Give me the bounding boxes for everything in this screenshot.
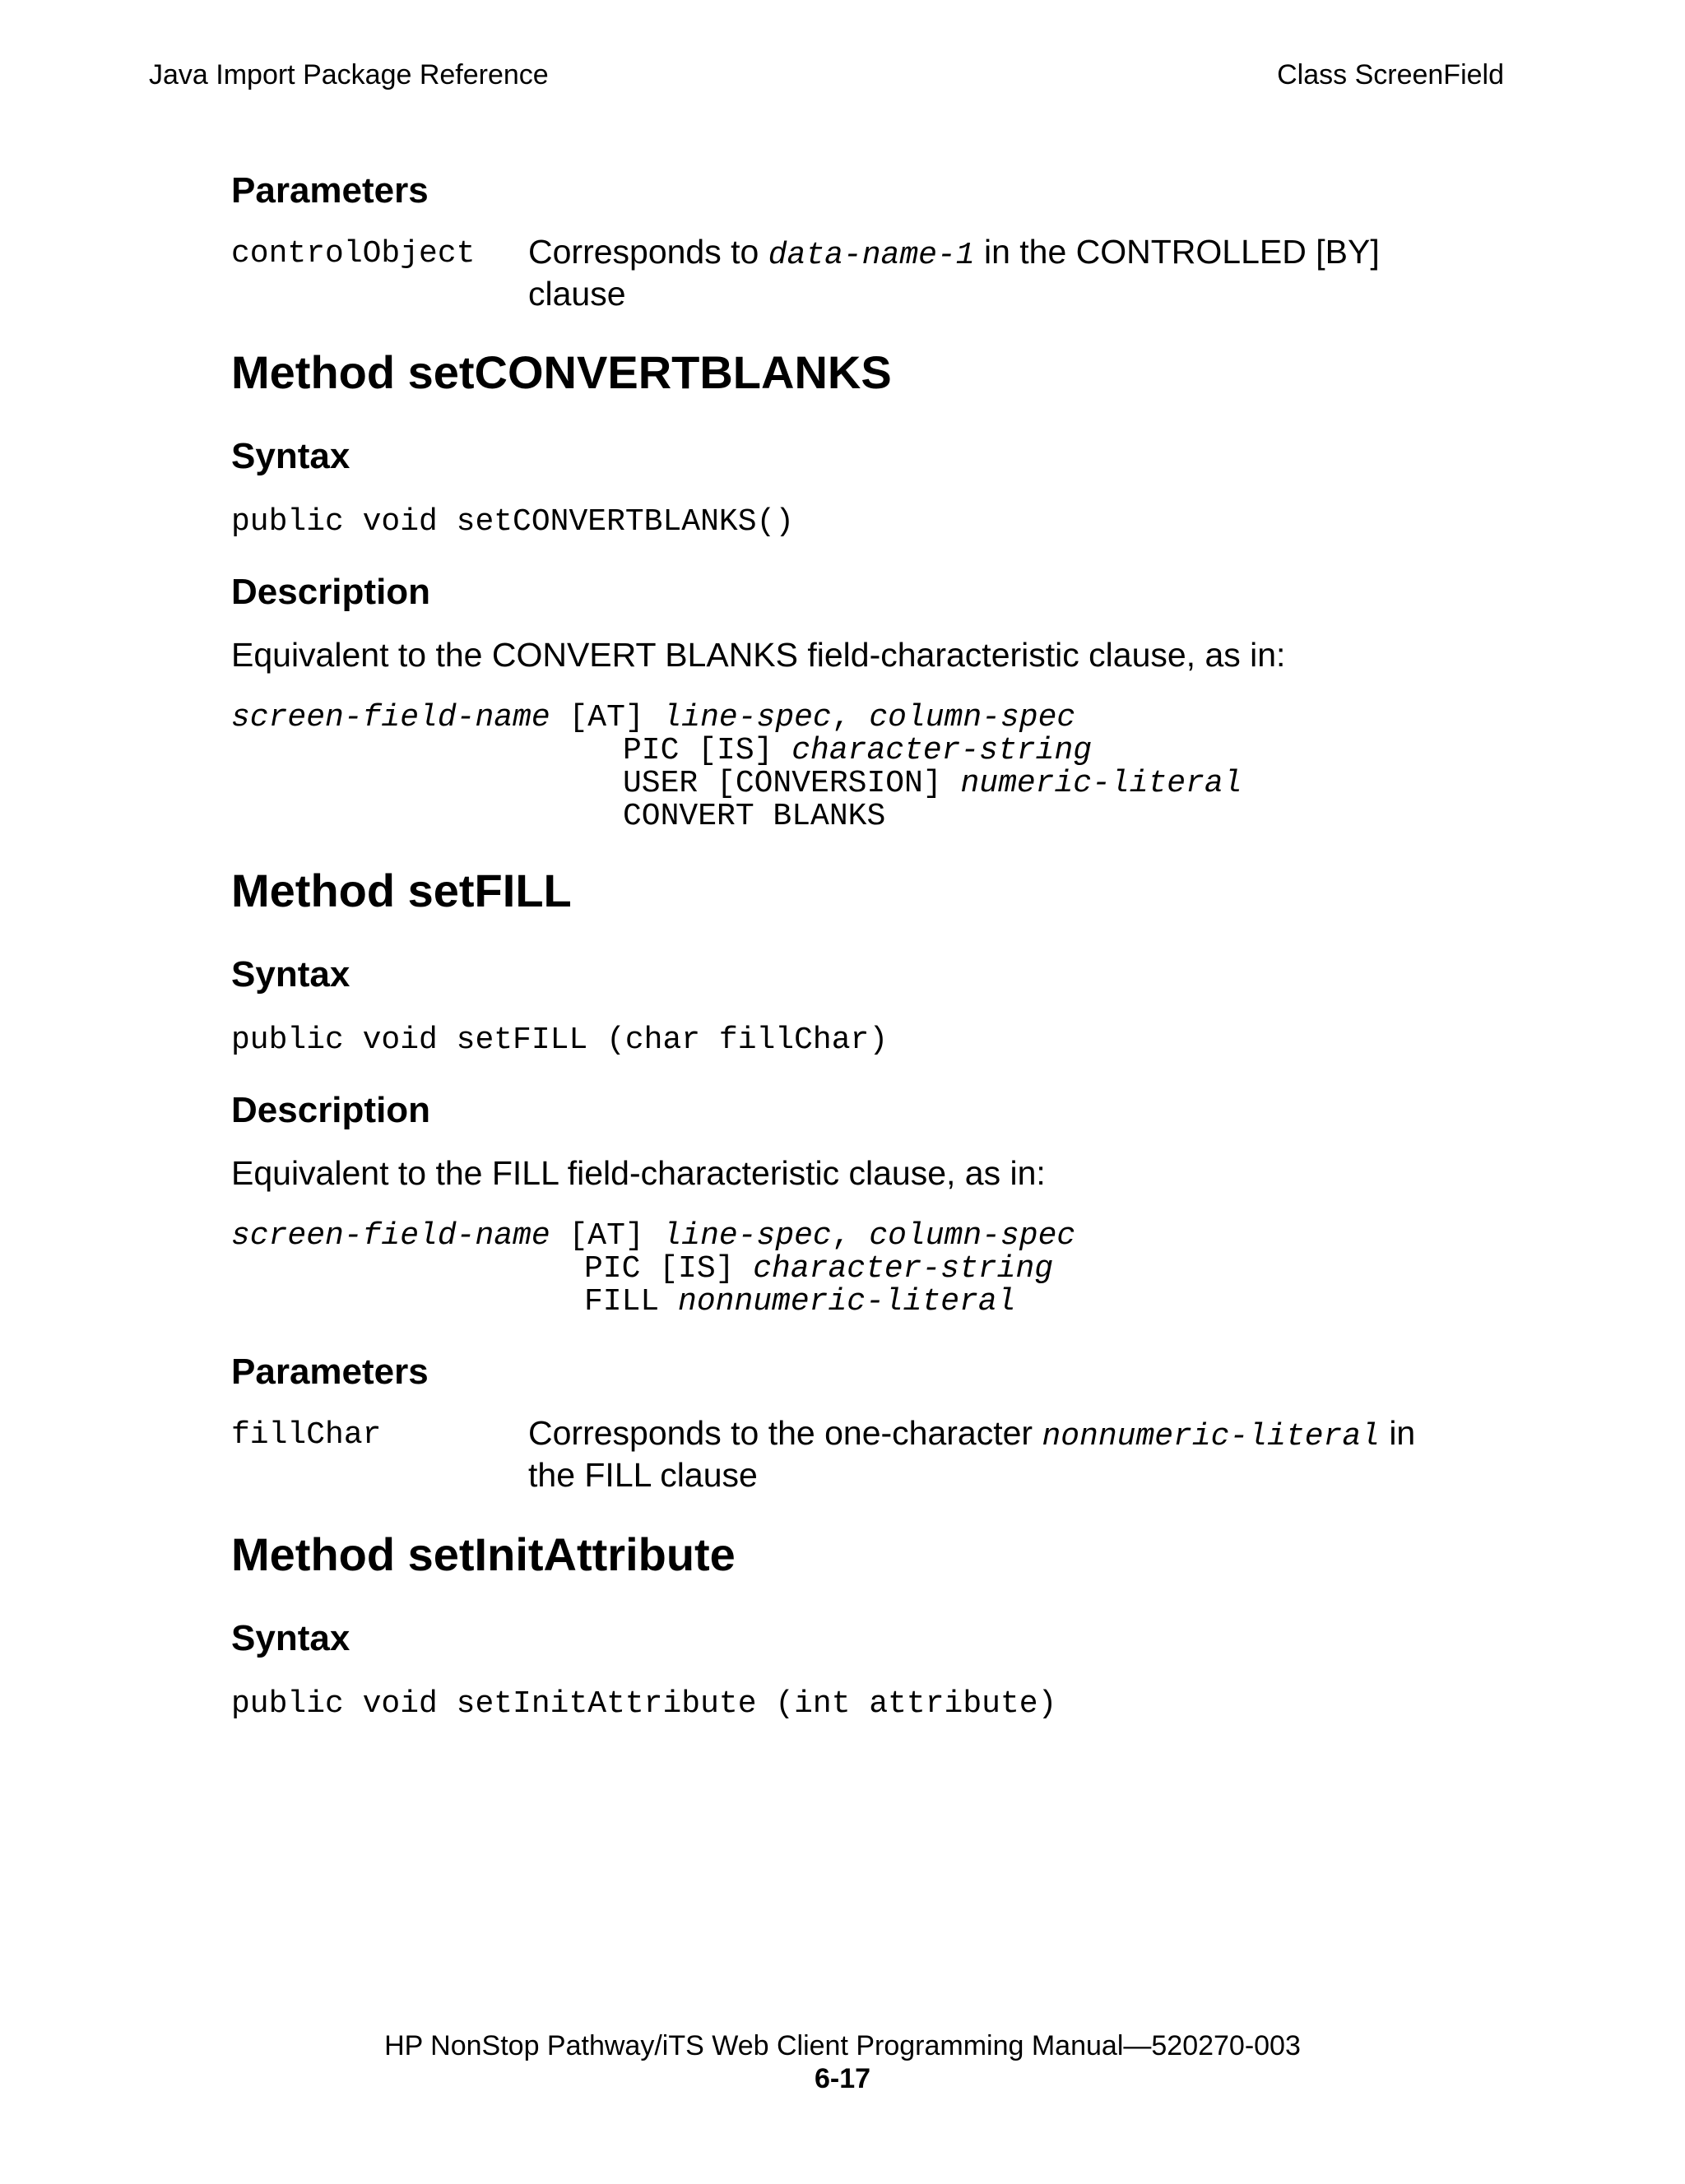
code-token: character-string (753, 1251, 1054, 1287)
code-line: CONVERT BLANKS (623, 799, 886, 834)
parameters-heading: Parameters (231, 170, 429, 211)
code-token: line-spec (662, 700, 832, 735)
param-desc-code: data-name-1 (768, 238, 975, 273)
code-token: column-spec (869, 1218, 1076, 1254)
syntax-code: public void setFILL (char fillChar) (231, 1022, 889, 1058)
code-token: column-spec (869, 700, 1076, 735)
description-text: Equivalent to the CONVERT BLANKS field-characteristic clause, as in: (231, 636, 1286, 674)
syntax-heading: Syntax (231, 436, 350, 476)
footer-page-number: 6-17 (814, 2063, 871, 2094)
syntax-heading: Syntax (231, 1618, 350, 1658)
code-token: [AT] (550, 1218, 663, 1254)
param-desc-fillchar (528, 1414, 1433, 1494)
code-token: , (831, 700, 870, 735)
code-token: , (831, 1218, 870, 1254)
code-line (623, 733, 1092, 768)
code-line (623, 766, 1242, 801)
param-desc-text: clause (528, 275, 626, 313)
code-token: PIC [IS] (623, 733, 792, 768)
code-token: screen-field-name (231, 700, 550, 735)
code-token: line-spec (662, 1218, 832, 1254)
code-token: nonnumeric-literal (678, 1284, 1016, 1319)
description-heading: Description (231, 572, 431, 612)
running-header-right: Class ScreenField (1277, 59, 1504, 90)
param-name-fillchar: fillChar (231, 1417, 382, 1453)
code-line (584, 1284, 1016, 1319)
syntax-code: public void setCONVERTBLANKS() (231, 504, 795, 540)
param-desc-text: the FILL clause (528, 1456, 758, 1494)
code-line (584, 1251, 1053, 1287)
code-token: USER [CONVERSION] (623, 766, 961, 801)
param-desc-text: in the CONTROLLED [BY] (974, 233, 1380, 271)
parameters-heading: Parameters (231, 1352, 429, 1392)
running-header-left: Java Import Package Reference (149, 59, 549, 90)
method-title-setinitattribute: Method setInitAttribute (231, 1528, 736, 1580)
param-desc-text: Corresponds to (528, 233, 768, 271)
code-token: numeric-literal (960, 766, 1242, 801)
param-desc-text: in (1379, 1414, 1416, 1452)
code-token: character-string (791, 733, 1093, 768)
param-desc-text: Corresponds to the one-character (528, 1414, 1042, 1452)
code-line (231, 700, 1075, 735)
param-desc-code: nonnumeric-literal (1042, 1419, 1380, 1454)
method-title-setfill: Method setFILL (231, 865, 572, 916)
method-title-setconvertblanks: Method setCONVERTBLANKS (231, 346, 892, 398)
code-token: FILL (584, 1284, 679, 1319)
description-heading: Description (231, 1090, 431, 1130)
param-desc-controlobject (528, 233, 1433, 313)
description-text: Equivalent to the FILL field-characteristic clause, as in: (231, 1154, 1046, 1192)
syntax-code: public void setInitAttribute (int attribute) (231, 1686, 1057, 1722)
code-token: screen-field-name (231, 1218, 550, 1254)
code-line (231, 1218, 1075, 1254)
code-token: PIC [IS] (584, 1251, 754, 1287)
param-name-controlobject: controlObject (231, 236, 476, 271)
syntax-heading: Syntax (231, 954, 350, 995)
footer-manual-title: HP NonStop Pathway/iTS Web Client Programming Manual—520270-003 (384, 2030, 1301, 2061)
code-token: [AT] (550, 700, 663, 735)
